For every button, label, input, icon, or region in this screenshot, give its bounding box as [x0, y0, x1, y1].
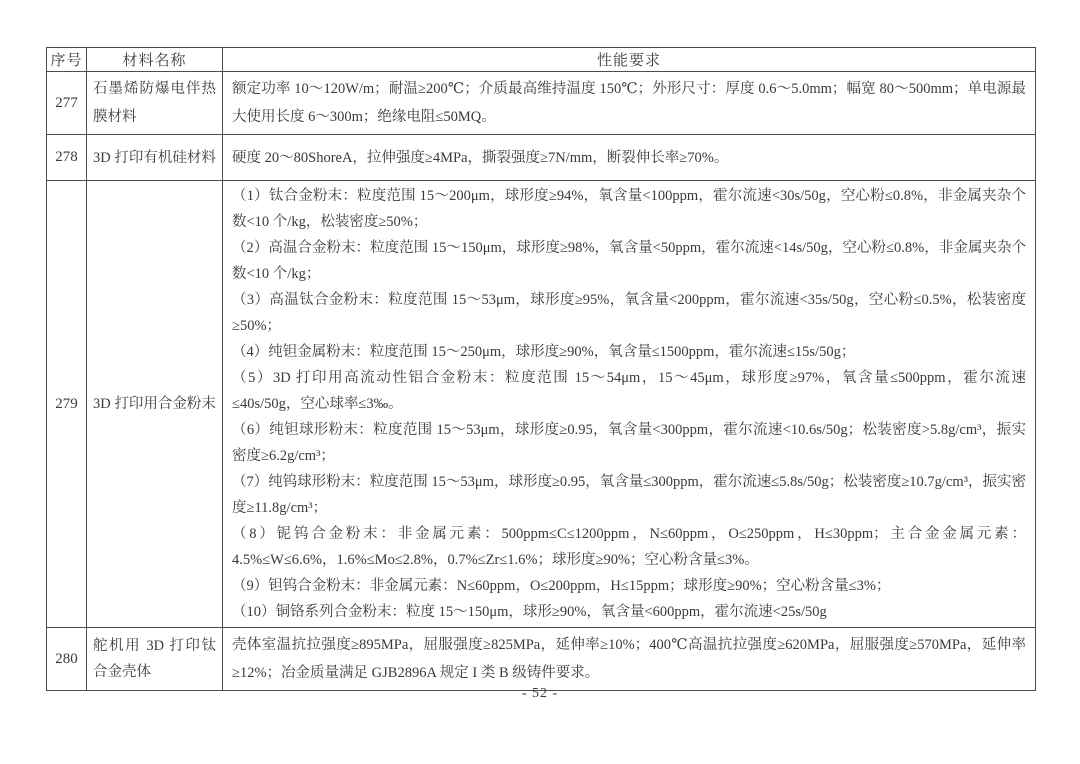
material-name-cell: 3D 打印有机硅材料 — [87, 135, 223, 181]
serial-number-cell: 278 — [47, 135, 87, 181]
requirement-line: （9）钽钨合金粉末：非金属元素：N≤60ppm，O≤200ppm，H≤15ppm；球形度≥90%；空心粉含量≤3%； — [232, 578, 891, 594]
serial-number-cell: 277 — [47, 72, 87, 135]
table-row — [47, 628, 1036, 691]
serial-number-cell: 280 — [47, 628, 87, 691]
table-row — [47, 135, 1036, 181]
requirement-line: （3）高温钛合金粉末：粒度范围 15～53μm，球形度≥95%，氧含量<200ppm，霍尔流速<35s/50g，空心粉≤0.5%，松装密度≥50%； — [232, 292, 1026, 334]
requirement-line: （1）钛合金粉末：粒度范围 15～200μm，球形度≥94%，氧含量<100ppm，霍尔流速<30s/50g，空心粉≤0.8%，非金属夹杂个数<10 个/kg，松装密度≥50%； — [232, 188, 1026, 230]
table-row — [47, 72, 1036, 135]
material-name-cell: 3D 打印用合金粉末 — [87, 181, 223, 628]
requirement-line: （7）纯钨球形粉末：粒度范围 15～53μm，球形度≥0.95，氧含量≤300ppm，霍尔流速≤5.8s/50g；松装密度≥10.7g/cm³，振实密度≥11.8g/cm³； — [232, 474, 1026, 516]
requirement-cell: 壳体室温抗拉强度≥895MPa，屈服强度≥825MPa，延伸率≥10%；400℃高温抗拉强度≥620MPa，屈服强度≥570MPa，延伸率≥12%；冶金质量满足 GJB2896A 规定 I 类 B 级铸件要求。 — [223, 628, 1036, 691]
material-spec-table — [46, 47, 1036, 691]
requirement-line: （4）纯钽金属粉末：粒度范围 15～250μm，球形度≥90%，氧含量≤1500ppm，霍尔流速≤15s/50g； — [232, 344, 856, 360]
requirement-cell — [223, 181, 1036, 628]
material-name-cell: 石墨烯防爆电伴热膜材料 — [87, 72, 223, 135]
table-row — [47, 181, 1036, 628]
material-name-cell: 舵机用 3D 打印钛合金壳体 — [87, 628, 223, 691]
header-serial-number: 序号 — [47, 48, 87, 72]
header-material-name: 材料名称 — [87, 48, 223, 72]
requirement-line: （8）铌钨合金粉末：非金属元素：500ppm≤C≤1200ppm，N≤60ppm，O≤250ppm，H≤30ppm；主合金金属元素：4.5%≤W≤6.6%，1.6%≤Mo≤2.8%，0.7%≤Zr≤1.6%；球形度≥90%；空心粉含量≤3%。 — [232, 526, 1026, 568]
serial-number-cell: 279 — [47, 181, 87, 628]
requirement-cell: 额定功率 10～120W/m；耐温≥200℃；介质最高维持温度 150℃；外形尺寸：厚度 0.6～5.0mm；幅宽 80～500mm；单电源最大使用长度 6～300m；绝缘电阻≤50MQ。 — [223, 72, 1036, 135]
requirement-line: （10）铜铬系列合金粉末：粒度 15～150μm，球形≥90%，氧含量<600ppm，霍尔流速<25s/50g — [232, 604, 827, 620]
requirement-cell: 硬度 20～80ShoreA，拉伸强度≥4MPa，撕裂强度≥7N/mm，断裂伸长率≥70%。 — [223, 135, 1036, 181]
header-performance-req: 性能要求 — [223, 48, 1036, 72]
table-header-row — [47, 48, 1036, 72]
requirement-line: （6）纯钽球形粉末：粒度范围 15～53μm，球形度≥0.95，氧含量<300ppm，霍尔流速<10.6s/50g；松装密度>5.8g/cm³，振实密度≥6.2g/cm³； — [232, 422, 1026, 464]
requirement-line: （2）高温合金粉末：粒度范围 15～150μm，球形度≥98%，氧含量<50ppm，霍尔流速<14s/50g，空心粉≤0.8%，非金属夹杂个数<10 个/kg； — [232, 240, 1026, 282]
page-number: - 52 - — [521, 686, 559, 701]
requirement-line: （5）3D 打印用高流动性铝合金粉末：粒度范围 15～54μm，15～45μm，球形度≥97%，氧含量≤500ppm，霍尔流速≤40s/50g，空心球率≤3‰。 — [232, 370, 1026, 412]
